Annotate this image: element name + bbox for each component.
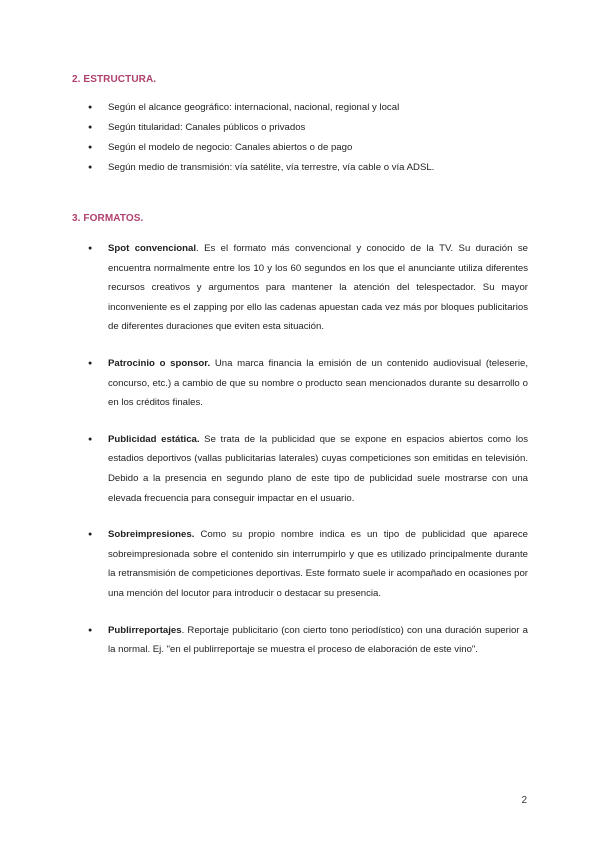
format-item-sobreimpresiones bbox=[88, 525, 528, 603]
format-item-publicidad-estatica bbox=[88, 430, 528, 508]
format-term: Patrocinio o sponsor. bbox=[108, 357, 211, 369]
format-term: Sobreimpresiones. bbox=[108, 529, 195, 541]
format-description: Una marca financia la emisión de un contenido audiovisual (teleserie, concurso, etc.) a cambio de que su nombre o producto sean mencionados durante su desarrollo o en los créditos finales. bbox=[108, 357, 528, 409]
format-item-spot bbox=[88, 239, 528, 337]
format-description: Se trata de la publicidad que se expone en espacios abiertos como los estadios deportivos (vallas publicitarias laterales) cuyas competiciones son emitidas en televisión. Debido a la presencia en segundo plano de este tipo de publicidad suele mostrarse con una elevada frecuencia para conseguir impactar en el usuario. bbox=[108, 433, 528, 504]
format-item-patrocinio bbox=[88, 354, 528, 413]
format-description: Como su propio nombre indica es un tipo de publicidad que aparece sobreimpresionada sobre el contenido sin interrumpirlo y que es utilizado principalmente durante la retransmisión de competiciones deportivas. Este formato suele ir acompañado en ocasiones por una mención del locutor para introducir o destacar su presencia. bbox=[108, 529, 528, 599]
format-description: . Es el formato más convencional y conocido de la TV. Su duración se encuentra normalmente entre los 10 y los 60 segundos en los que el anunciante utiliza diferentes recursos creativos y argumentos para mantener la atención del telespectador. Su mayor inconveniente es el zapping por ello las cadenas apuestan cada vez más por bloques publicitarios de diferentes duraciones que eviten esta situación. bbox=[108, 243, 528, 333]
format-term: Spot convencional bbox=[108, 243, 197, 254]
list-item: ● Según medio de transmisión: vía satélite, vía terrestre, vía cable o vía ADSL. bbox=[88, 160, 548, 180]
list-item: ● Según el alcance geográfico: internacional, nacional, regional y local bbox=[88, 100, 548, 120]
estructura-list bbox=[88, 100, 548, 180]
section-heading-formatos: 3. FORMATOS. bbox=[72, 213, 144, 224]
page-number: 2 bbox=[521, 795, 527, 806]
list-item: ● Según el modelo de negocio: Canales abiertos o de pago bbox=[88, 140, 548, 160]
format-description: . Reportaje publicitario (con cierto tono periodístico) con una duración superior a la normal. Ej. "en el publirreportaje se muestra el proceso de elaboración de este vino". bbox=[108, 624, 528, 656]
format-term: Publicidad estática. bbox=[108, 433, 200, 445]
format-term: Publirreportajes bbox=[108, 624, 182, 636]
format-item-publirreportajes bbox=[88, 621, 528, 660]
section-heading-estructura: 2. ESTRUCTURA. bbox=[72, 74, 157, 85]
formatos-list bbox=[88, 239, 528, 677]
list-item: ● Según titularidad: Canales públicos o privados bbox=[88, 120, 548, 140]
